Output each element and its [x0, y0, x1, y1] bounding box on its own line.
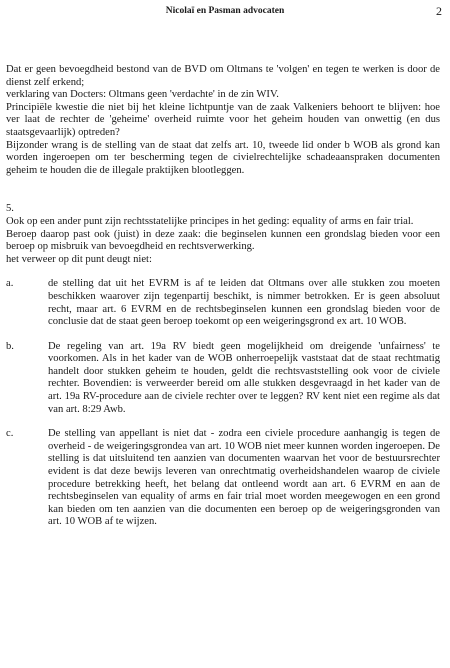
- list-item: [6, 278, 440, 328]
- list-item: [6, 428, 440, 529]
- list-item-text: De regeling van art. 19a RV biedt geen mogelijkheid om dreigende 'unfairness' te voorkomen. Als in het kader van de WOB onherroepelijk vaststaat dat de staat rechtmatig handelt door stukken geheim te houden, geldt die rechtsvaststelling ook voor de civiele rechter. Bovendien: is verweerder bereid om alle stukken desgevraagd in het kader van de art. 19a RV-procedure aan de civiele rechter over te leggen? RV kent niet een regime als dat van art. 8:29 Awb.: [48, 340, 440, 415]
- list-item-text: de stelling dat uit het EVRM is af te leiden dat Oltmans over alle stukken zou moeten beschikken waarover zijn tegenpartij beschikt, is nimmer betrokken. Er is geen absoluut recht, maar art. 6 EVRM en de rechtsbeginselen kunnen een grondslag bieden voor de conclusie dat de staat geen beroep toekomt op een weigeringsgrond ex art. 10 WOB.: [48, 278, 440, 328]
- page-number: 2: [436, 4, 442, 18]
- paragraph: Ook op een ander punt zijn rechtsstatelijke principes in het geding: equality of arms en fair trial.: [6, 215, 414, 227]
- paragraph: Dat er geen bevoegdheid bestond van de BVD om Oltmans te 'volgen' en tegen te werken is door de dienst zelf erkend;: [6, 64, 440, 88]
- section-number: 5.: [6, 203, 14, 215]
- paragraph: Bijzonder wrang is de stelling van de staat dat zelfs art. 10, tweede lid onder b WOB als grond kan worden ingeroepen om ter bescherming tegen de civielrechtelijke schadeaanspraken documenten geheim te houden die de illegale praktijken blootleggen.: [6, 139, 440, 176]
- page-header: [0, 4, 450, 20]
- firm-name: Nicolaï en Pasman advocaten: [165, 6, 285, 16]
- paragraph: verklaring van Docters: Oltmans geen 'verdachte' in de zin WIV.: [6, 89, 279, 101]
- paragraph: het verweer op dit punt deugt niet:: [6, 253, 152, 265]
- list-item-label: a.: [6, 278, 14, 290]
- list-item-label: c.: [6, 428, 14, 440]
- list-item-label: b.: [6, 340, 14, 352]
- paragraph: Beroep daarop past ook (juist) in deze zaak: die beginselen kunnen een grondslag bieden voor een beroep op misbruik van bevoegdheid en rechtsverwerking.: [6, 228, 440, 253]
- list-item: [6, 341, 440, 417]
- document-body: [6, 64, 440, 529]
- list-item-text: De stelling van appellant is niet dat - zodra een civiele procedure aanhangig is tegen de overheid - de weigeringsgrondea van art. 10 WOB niet meer kunnen worden ingeroepen. De stelling is dat uitsluitend ten aanzien van documenten waarvan het voor de bestuursrechter evident is dat deze bewijs leveren van onrechtmatig overheidshandelen waarop de civiele procedure betrekking heeft, het belang dat ontleend wordt aan art. 6 EVRM en aan de rechtsbeginselen van equality of arms en fair trial moet worden meegewogen en een grond kan bieden om ten aanzien van die documenten een beroep op de weigeringsgronden van art. 10 WOB af te wijzen.: [48, 428, 440, 528]
- paragraph: Principiële kwestie die niet bij het kleine lichtpuntje van de zaak Valkeniers behoort te blijven: hoe ver laat de rechter de 'geheime' overheid ruimte voor het geheim houden van onwettig (en dus staatsgevaarlijk) optreden?: [6, 101, 440, 138]
